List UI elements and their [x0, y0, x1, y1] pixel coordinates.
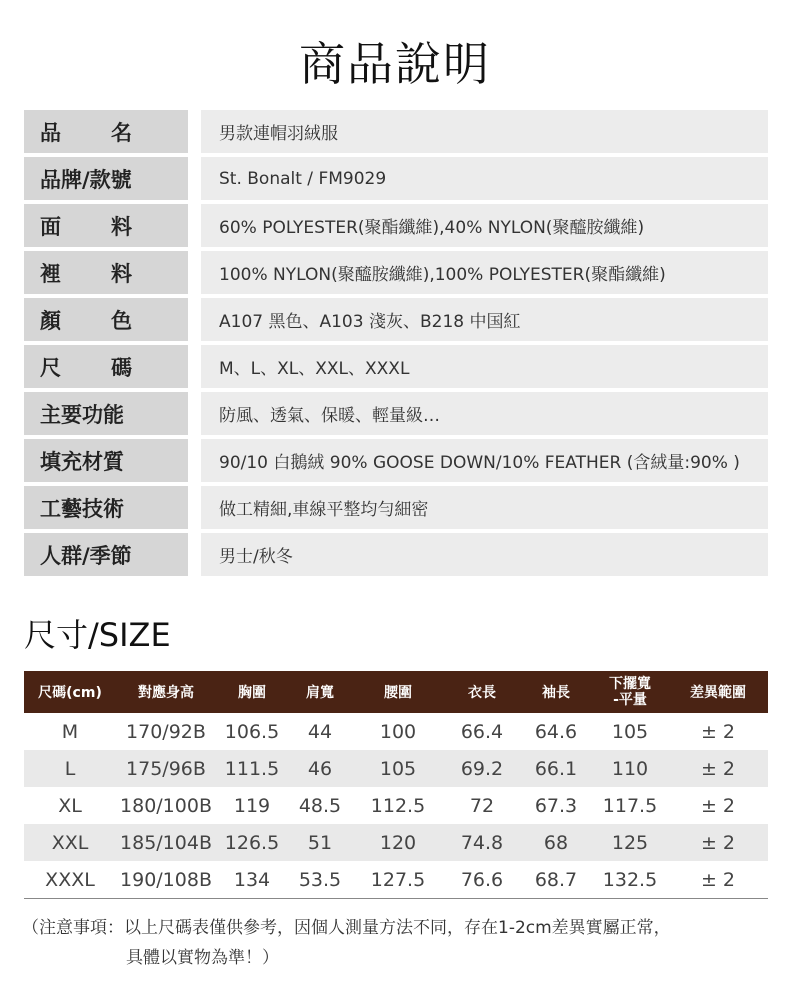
spec-label: [24, 204, 188, 247]
table-cell: XXL: [51, 831, 89, 854]
note-line-1: （注意事項：以上尺碼表僅供參考，因個人測量方法不同，存在1-2cm差異實屬正常，: [22, 918, 671, 938]
spec-row-size: [24, 345, 768, 388]
table-cell: 72: [469, 794, 495, 817]
spec-value: 90/10 白鵝絨 90% GOOSE DOWN/10% FEATHER (含絨量:90% ): [201, 439, 768, 482]
spec-label-char: 料: [111, 261, 132, 286]
spec-label: [24, 298, 188, 341]
table-cell: 132.5: [602, 868, 658, 891]
table-cell: ± 2: [700, 868, 736, 891]
spec-label-char: 面: [40, 214, 61, 239]
header-tolerance: 差異範圍: [690, 685, 746, 701]
spec-value: A107 黑色、A103 淺灰、B218 中国紅: [201, 298, 768, 341]
table-cell: 76.6: [460, 868, 504, 891]
spec-value: 男士/秋冬: [201, 533, 768, 576]
table-cell: 69.2: [460, 757, 504, 780]
header-height: 對應身高: [138, 685, 194, 701]
table-cell: 190/108B: [120, 868, 212, 891]
spec-value: 男款連帽羽絨服: [201, 110, 768, 153]
spec-row-lining: [24, 251, 768, 294]
spec-value: 做工精細,車線平整均勻細密: [201, 486, 768, 529]
table-cell: 134: [233, 868, 271, 891]
table-cell: 68: [543, 831, 569, 854]
table-cell: XL: [58, 794, 82, 817]
spec-row-function: [24, 392, 768, 435]
spec-label-char: 顏: [40, 308, 61, 333]
header-waist: 腰圍: [384, 685, 412, 701]
header-sleeve: 袖長: [542, 685, 570, 701]
spec-label-char: 品: [40, 120, 61, 145]
table-row: [24, 750, 768, 787]
table-cell: ± 2: [700, 757, 736, 780]
spec-row-season: [24, 533, 768, 576]
header-hem: [592, 676, 668, 708]
spec-label: [24, 251, 188, 294]
table-cell: ± 2: [700, 794, 736, 817]
size-table: [24, 671, 768, 899]
spec-row-color: [24, 298, 768, 341]
table-cell: L: [64, 757, 76, 780]
table-cell: 170/92B: [126, 720, 206, 743]
table-cell: 67.3: [534, 794, 578, 817]
table-cell: 74.8: [460, 831, 504, 854]
table-cell: 106.5: [224, 720, 280, 743]
table-cell: 180/100B: [120, 794, 212, 817]
table-cell: 46: [307, 757, 333, 780]
table-cell: 53.5: [298, 868, 342, 891]
table-cell: 44: [307, 720, 333, 743]
spec-label: 品牌/款號: [24, 157, 188, 200]
table-row: [24, 861, 768, 898]
table-cell: 126.5: [224, 831, 280, 854]
table-cell: 125: [611, 831, 649, 854]
header-length: 衣長: [468, 685, 496, 701]
table-row: [24, 824, 768, 861]
table-cell: 100: [379, 720, 417, 743]
header-hem-line2: -平量: [613, 692, 647, 708]
table-cell: 105: [611, 720, 649, 743]
table-cell: 117.5: [602, 794, 658, 817]
table-cell: 68.7: [534, 868, 578, 891]
spec-value: St. Bonalt / FM9029: [201, 157, 768, 200]
spec-row-name: [24, 110, 768, 153]
spec-value: 防風、透氣、保暖、輕量級…: [201, 392, 768, 435]
spec-label: [24, 345, 188, 388]
table-cell: 119: [233, 794, 271, 817]
page-title: 商品說明: [299, 37, 491, 91]
spec-label-char: 料: [111, 214, 132, 239]
spec-value: 60% POLYESTER(聚酯纖維),40% NYLON(聚醯胺纖維): [201, 204, 768, 247]
size-table-header: [24, 671, 768, 713]
spec-value: 100% NYLON(聚醯胺纖維),100% POLYESTER(聚酯纖維): [201, 251, 768, 294]
spec-row-brand: [24, 157, 768, 200]
table-cell: 66.4: [460, 720, 504, 743]
table-cell: 127.5: [370, 868, 426, 891]
table-row: [24, 787, 768, 824]
spec-label-char: 尺: [40, 355, 61, 380]
spec-label: 主要功能: [24, 392, 188, 435]
size-section-title: 尺寸/SIZE: [24, 616, 171, 654]
header-size: 尺碼(cm): [38, 685, 102, 701]
spec-row-filling: [24, 439, 768, 482]
table-cell: ± 2: [700, 720, 736, 743]
spec-row-craft: [24, 486, 768, 529]
table-cell: 51: [307, 831, 333, 854]
spec-label-char: 名: [111, 120, 132, 145]
table-cell: 185/104B: [120, 831, 212, 854]
table-row: [24, 713, 768, 750]
header-hem-line1: 下擺寬: [609, 676, 651, 692]
spec-label-char: 色: [111, 308, 132, 333]
spec-label: 工藝技術: [24, 486, 188, 529]
table-cell: 66.1: [534, 757, 578, 780]
size-note: [22, 913, 772, 973]
table-cell: 112.5: [370, 794, 426, 817]
table-cell: 175/96B: [126, 757, 206, 780]
spec-label: [24, 110, 188, 153]
table-cell: 120: [379, 831, 417, 854]
table-cell: XXXL: [45, 868, 95, 891]
spec-value: M、L、XL、XXL、XXXL: [201, 345, 768, 388]
table-cell: 111.5: [224, 757, 280, 780]
spec-label: 填充材質: [24, 439, 188, 482]
header-shoulder: 肩寬: [306, 685, 334, 701]
header-chest: 胸圍: [238, 685, 266, 701]
table-cell: 110: [611, 757, 649, 780]
spec-label: 人群/季節: [24, 533, 188, 576]
spec-label-char: 裡: [40, 261, 61, 286]
table-cell: 105: [379, 757, 417, 780]
spec-table: [24, 110, 768, 580]
table-cell: 64.6: [534, 720, 578, 743]
table-cell: ± 2: [700, 831, 736, 854]
table-cell: M: [61, 720, 79, 743]
spec-row-fabric: [24, 204, 768, 247]
table-cell: 48.5: [298, 794, 342, 817]
note-line-2: 具體以實物為準！）: [126, 948, 279, 968]
table-bottom-rule: [24, 898, 768, 899]
spec-label-char: 碼: [111, 355, 132, 380]
